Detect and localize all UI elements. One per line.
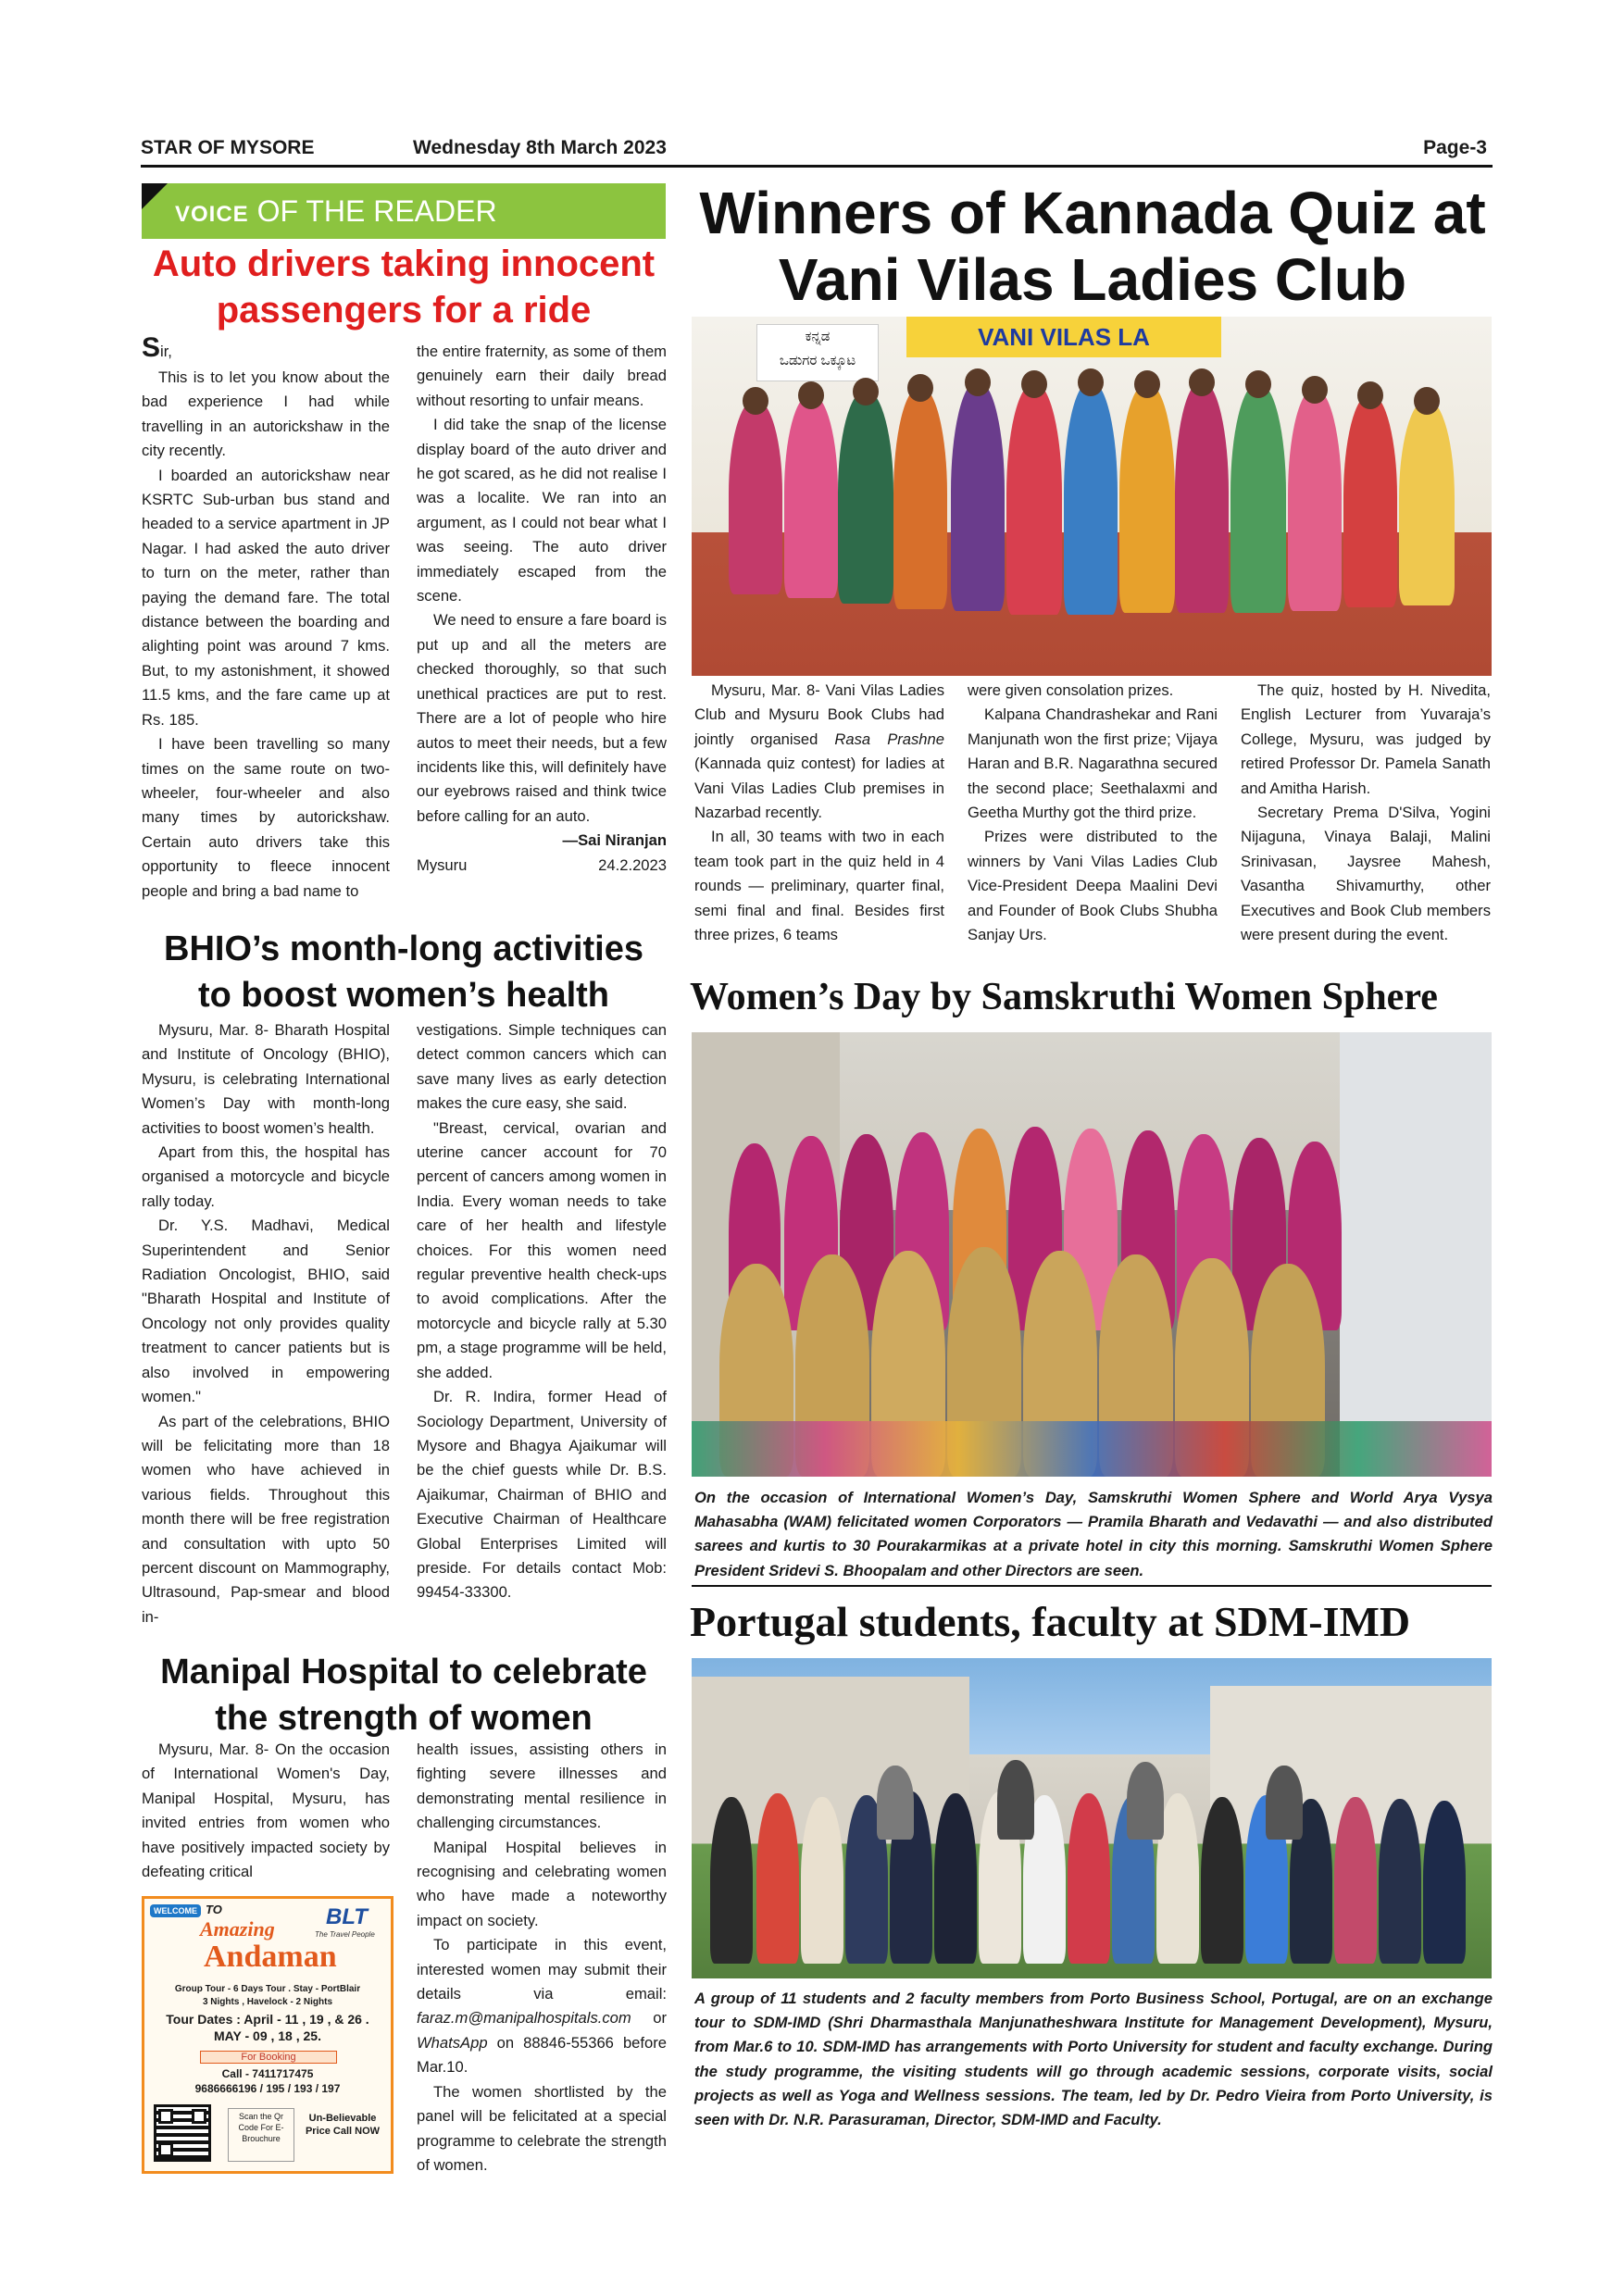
bhio-paragraph: Apart from this, the hospital has organised a motorcycle and bicycle rally today. xyxy=(142,1143,390,1210)
manipal-text: or xyxy=(631,2009,667,2028)
whatsapp-label: WhatsApp xyxy=(417,2033,488,2052)
drop-cap: S xyxy=(142,332,161,363)
voice-paragraph: I have been travelling so many times on the same route on two-wheeler, four-wheeler and also many times by autorickshaw. Certain auto drivers take this opportunity to fleece innocent people and bring a bad name to xyxy=(142,735,390,900)
corner-triangle-icon xyxy=(142,183,168,209)
manipal-column-2 xyxy=(417,1738,667,2177)
page-number: Page-3 xyxy=(1423,137,1487,158)
quiz-headline-line1: Winners of Kannada Quiz at xyxy=(699,180,1486,246)
voice-paragraph: We need to ensure a fare board is put up and all the meters are checked thoroughly, so that such unethical practices are put to rest. There are a lot of people who hire autos to meet their needs, but a few incidents like this, will definitely have our eyebrows raised and think twice before calling for an auto. xyxy=(417,611,667,825)
voice-paragraph: I did take the snap of the license display board of the auto driver and he got scared, as he did not realise I was a localite. We ran into an argument, as I could not bear what I was seeing. The auto driver immediately escaped from the scene. xyxy=(417,416,667,605)
bhio-paragraph: Mysuru, Mar. 8- Bharath Hospital and Institute of Oncology (BHIO), Mysuru, is celebrating International Women’s Day with month-long activities to boost women’s health. xyxy=(142,1021,390,1137)
ad-booking: For Booking xyxy=(200,2051,337,2064)
quiz-paragraph: In all, 30 teams with two in each team took part in the quiz held in 4 rounds — preliminary, quarter final, semi final and final. Besides first three prizes, 6 teams xyxy=(694,828,944,944)
ad-brand-tag: The Travel People xyxy=(315,1930,375,1939)
bhio-paragraph: As part of the celebrations, BHIO will be felicitating more than 18 women who have achieved in various fields. Throughout this month there will be free registration and consultation with upto 50 percent discount on Mammography, Ultrasound, Pap-smear and blood in- xyxy=(142,1412,390,1626)
ad-call[interactable]: Call - 7411717475 xyxy=(221,2067,314,2080)
bhio-headline-line2: to boost women’s health xyxy=(197,976,610,1015)
voice-tag-strong: VOICE xyxy=(175,202,249,227)
bhio-paragraph: Dr. R. Indira, former Head of Sociology Department, University of Mysore and Bhagya Ajaikumar will be the chief guests while Dr. B.S. Ajaikumar, Chairman of BHIO and Executive Chairman of Healthcare Global Enterprises Limited will preside. For details contact Mob: 99454-33300. xyxy=(417,1388,667,1602)
ad-tour-line1: Group Tour - 6 Days Tour . Stay - PortBlair xyxy=(174,1984,361,1994)
portugal-caption: A group of 11 students and 2 faculty members from Porto Business School, Portugal, are on an exchange tour to SDM-IMD (Shri Dharmasthala Manjunatheshwara Institute for Management Development), Mysuru, from Mar.6 to 10. SDM-IMD has arrangements with Porto University for student and faculty exchange. During the study programme, the visiting students will go through academic sessions, corporate visits, social projects as well as Yoga and Wellness sessions. The team, led by Dr. Pedro Vieira from Porto University, is seen with Dr. N.R. Parasuraman, Director, SDM-IMD and Faculty. xyxy=(694,1990,1493,2129)
manipal-column-1 xyxy=(142,1738,390,1884)
quiz-headline-line2: Vani Vilas Ladies Club xyxy=(778,246,1407,313)
manipal-text: To participate in this event, interested women may submit their details via email: xyxy=(417,1936,667,2003)
ad-tour-line2: 3 Nights , Havelock - 2 Nights xyxy=(202,1997,333,2007)
manipal-headline xyxy=(137,1649,670,1741)
voice-banner xyxy=(142,183,666,239)
quiz-column-3 xyxy=(1241,679,1491,947)
manipal-paragraph: Mysuru, Mar. 8- On the occasion of International Women's Day, Manipal Hospital, Mysuru, has invited entries from women who have positively impacted society by defeating critical xyxy=(142,1741,390,1881)
manipal-paragraph: The women shortlisted by the panel will be felicitated at a special programme to celebrate the strength of women. xyxy=(417,2082,667,2174)
bhio-paragraph: "Breast, cervical, ovarian and uterine cancer account for 70 percent of cancers among women in India. Every woman needs to take care of her health and lifestyle choices. For this women need regular preventive health check-ups to avoid complications. After the motorcycle and bicycle rally at 5.30 pm, a stage programme will be held, she added. xyxy=(417,1118,667,1381)
voice-column-1 xyxy=(142,334,390,904)
samskruthi-photo xyxy=(692,1032,1492,1477)
quiz-sign-line1: ಕನ್ನಡ xyxy=(805,329,831,344)
voice-paragraph: the entire fraternity, as some of them genuinely earn their daily bread without resorting to unfair means. xyxy=(417,343,667,409)
quiz-text: Mysuru, Mar. 8- Vani Vilas Ladies Club and Mysuru Book Clubs had jointly organised xyxy=(694,681,944,748)
contact-email[interactable]: faraz.m@manipalhospitals.com xyxy=(417,2009,631,2028)
masthead-rule xyxy=(141,165,1493,168)
manipal-paragraph: health issues, assisting others in fighting severe illnesses and demonstrating mental resilience in challenging circumstances. xyxy=(417,1741,667,1832)
quiz-column-1 xyxy=(694,679,944,947)
quiz-headline xyxy=(685,180,1500,313)
quiz-photo xyxy=(692,317,1492,676)
qr-code-icon[interactable] xyxy=(154,2104,211,2162)
portugal-photo xyxy=(692,1658,1492,1978)
manipal-text: on 88846-55366 before Mar.10. xyxy=(417,2033,667,2077)
quiz-paragraph: Kalpana Chandrashekar and Rani Manjunath won the first prize; Vijaya Haran and B.R. Nagarathna secured the second place; Seethalaxmi and Geetha Murthy got the third prize. xyxy=(968,705,1218,822)
ad-dates-line1: Tour Dates : April - 11 , 19 , & 26 . xyxy=(166,2012,369,2027)
paper-name: STAR OF MYSORE xyxy=(141,137,315,158)
bhio-paragraph: vestigations. Simple techniques can detect common cancers which can save many lives as early detection makes the cure easy, she said. xyxy=(417,1021,667,1113)
bhio-column-1 xyxy=(142,1018,390,1629)
ad-amazing: Amazing xyxy=(200,1917,275,1940)
portugal-headline: Portugal students, faculty at SDM-IMD xyxy=(690,1598,1411,1645)
ad-welcome: WELCOME xyxy=(150,1904,201,1917)
andaman-ad[interactable] xyxy=(142,1896,394,2174)
voice-paragraph: This is to let you know about the bad experience I had while travelling in an autorickshaw in the city recently. xyxy=(142,368,390,460)
ad-andaman: Andaman xyxy=(204,1940,337,1974)
ad-scan-note: Scan the Qr Code For E-Brouchure xyxy=(228,2108,294,2162)
salutation: ir, xyxy=(160,343,172,360)
quiz-banner: VANI VILAS LA xyxy=(906,317,1221,357)
samskruthi-caption: On the occasion of International Women’s Day, Samskruthi Women Sphere and World Arya Vysya Mahasabha (WAM) felicitated women Corporators — Pramila Bharath and Vedavathi — and also distributed sarees and kurtis to 30 Pourakarmikas at a private hotel in city this morning. Samskruthi Women Sphere President Sridevi S. Bhoopalam and other Directors are seen. xyxy=(694,1489,1493,1579)
manipal-paragraph: Manipal Hospital believes in recognising and celebrating women who have made a noteworthy impact on society. xyxy=(417,1838,667,1929)
letter-signature: —Sai Niranjan xyxy=(562,831,667,850)
quiz-paragraph: Secretary Prema D'Silva, Yogini Nijaguna, Vinaya Balaji, Malini Srinivasan, Jaysree Mahesh, Vasantha Shivamurthy, other Executives and Book Club members were present during the event. xyxy=(1241,804,1491,944)
section-divider xyxy=(692,1585,1492,1587)
ad-to: TO xyxy=(206,1903,222,1916)
voice-headline xyxy=(137,241,670,333)
manipal-headline-line1: Manipal Hospital to celebrate xyxy=(160,1653,647,1691)
bhio-paragraph: Dr. Y.S. Madhavi, Medical Superintendent and Senior Radiation Oncologist, BHIO, said "Bharath Hospital and Institute of Oncology not only provides quality treatment to cancer patients but is also involved in empowering women." xyxy=(142,1217,390,1406)
quiz-paragraph: The quiz, hosted by H. Nivedita, English Lecturer from Yuvaraja’s College, Mysuru, was judged by retired Professor Dr. Pamela Sanath and Amitha Harish. xyxy=(1241,681,1491,797)
ad-unbelievable: Un-Believable Price Call NOW xyxy=(305,2113,381,2137)
issue-date: Wednesday 8th March 2023 xyxy=(413,137,667,158)
ad-brand-logo: BLT xyxy=(326,1904,368,1929)
quiz-sign xyxy=(756,324,879,381)
quiz-paragraph: Prizes were distributed to the winners by Vani Vilas Ladies Club Vice-President Deepa Maalini Devi and Founder of Book Clubs Shubha Sanjay Urs. xyxy=(968,828,1218,944)
manipal-headline-line2: the strength of women xyxy=(215,1699,593,1738)
quiz-text: (Kannada quiz contest) for ladies at Vani Vilas Ladies Club premises in Nazarbad recently. xyxy=(694,755,944,822)
ad-dates-line2: MAY - 09 , 18 , 25. xyxy=(214,2028,321,2043)
bhio-headline xyxy=(137,926,670,1018)
ad-numbers: 9686666196 / 195 / 193 / 197 xyxy=(194,2082,341,2095)
voice-headline-line2: passengers for a ride xyxy=(216,290,592,331)
voice-headline-line1: Auto drivers taking innocent xyxy=(152,243,656,284)
voice-column-2 xyxy=(417,340,667,878)
samskruthi-headline: Women’s Day by Samskruthi Women Sphere xyxy=(690,976,1438,1018)
voice-tag-rest: OF THE READER xyxy=(248,194,497,228)
letter-date: 24.2.2023 xyxy=(598,855,667,874)
quiz-sign-line2: ಒಡುಗರ ಒಕ್ಕೂಟ xyxy=(779,353,856,368)
quiz-event-name: Rasa Prashne xyxy=(834,730,944,748)
voice-paragraph: I boarded an autorickshaw near KSRTC Sub-urban bus stand and headed to a service apartment in JP Nagar. I had asked the auto driver to turn on the meter, rather than paying the demand fare. The total distance between the boarding and alighting point was around 7 kms. But, to my astonishment, it showed 11.5 kms, and the fare came up at Rs. 185. xyxy=(142,466,390,729)
letter-place: Mysuru xyxy=(417,855,468,874)
quiz-column-2 xyxy=(968,679,1218,947)
quiz-paragraph: were given consolation prizes. xyxy=(968,681,1174,699)
bhio-headline-line1: BHIO’s month-long activities xyxy=(164,930,643,968)
bhio-column-2 xyxy=(417,1018,667,1605)
